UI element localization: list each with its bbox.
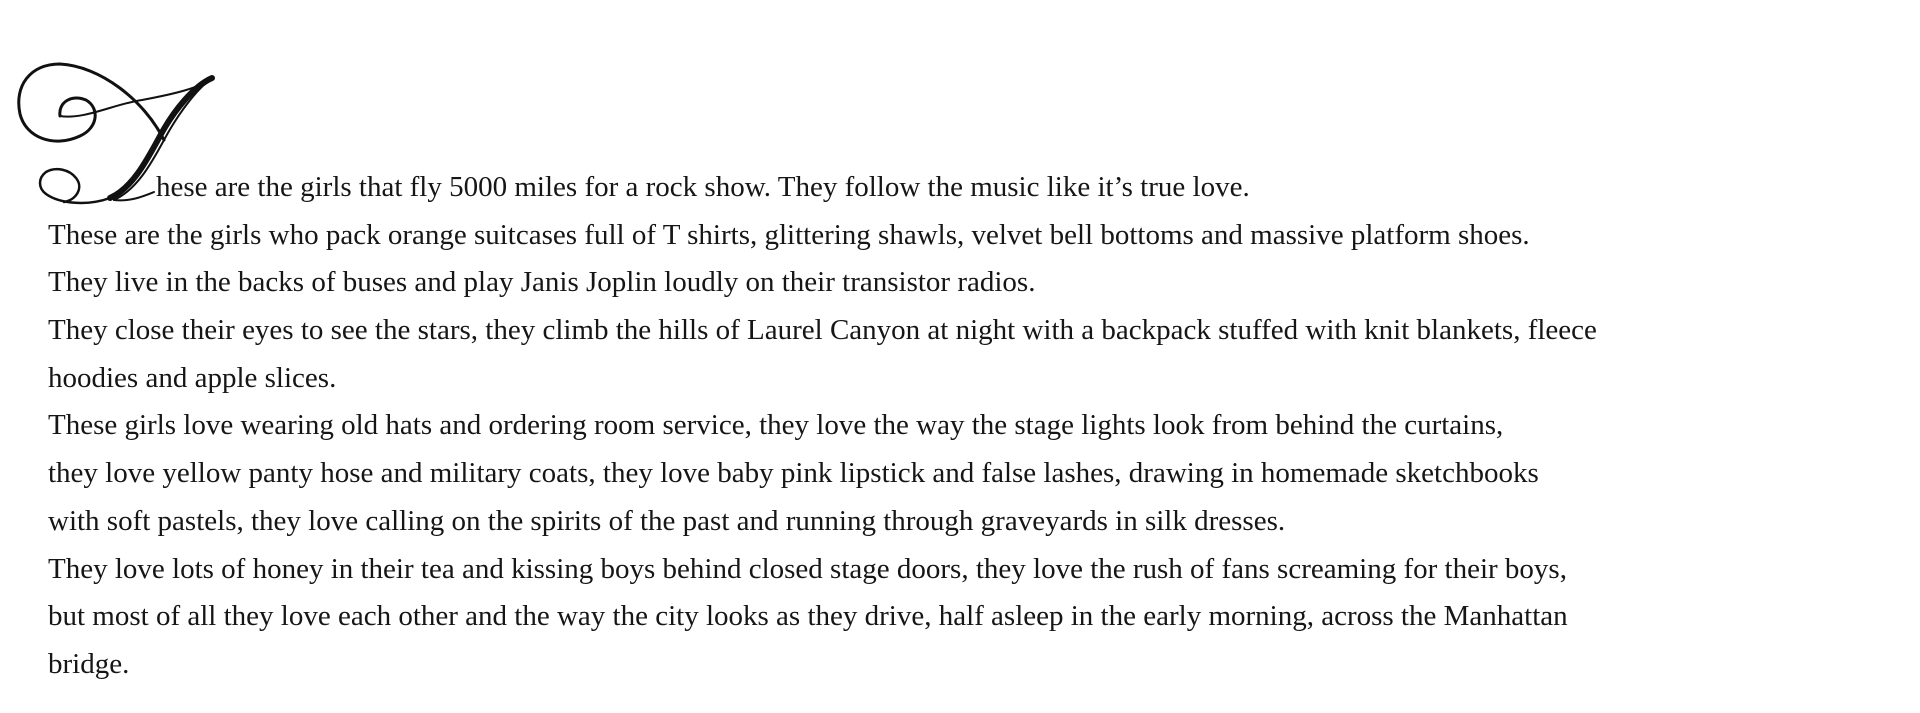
text-line: with soft pastels, they love calling on the spirits of the past and running through graveyards in silk dresses.: [48, 504, 1286, 537]
poem-body: [48, 164, 1898, 689]
text-line: They close their eyes to see the stars, they climb the hills of Laurel Canyon at night with a backpack stuffed with knit blankets, fleece: [48, 314, 1597, 347]
text-line: they love yellow panty hose and military coats, they love baby pink lipstick and false lashes, drawing in homemade sketchbooks: [48, 457, 1539, 490]
text-line: These are the girls who pack orange suitcases full of T shirts, glittering shawls, velvet bell bottoms and massive platform shoes.: [48, 218, 1530, 251]
text-line: hese are the girls that fly 5000 miles for a rock show. They follow the music like it’s true love.: [156, 171, 1250, 203]
text-line: These girls love wearing old hats and ordering room service, they love the way the stage lights look from behind the curtains,: [48, 409, 1504, 442]
text-line: but most of all they love each other and the way the city looks as they drive, half asleep in the early morning, across the Manhattan: [48, 600, 1568, 633]
text-line: bridge.: [48, 647, 130, 680]
text-line: They love lots of honey in their tea and kissing boys behind closed stage doors, they love the rush of fans screaming for their boys,: [48, 552, 1567, 585]
text-line: They live in the backs of buses and play Janis Joplin loudly on their transistor radios.: [48, 266, 1036, 299]
text-line: hoodies and apple slices.: [48, 361, 337, 394]
